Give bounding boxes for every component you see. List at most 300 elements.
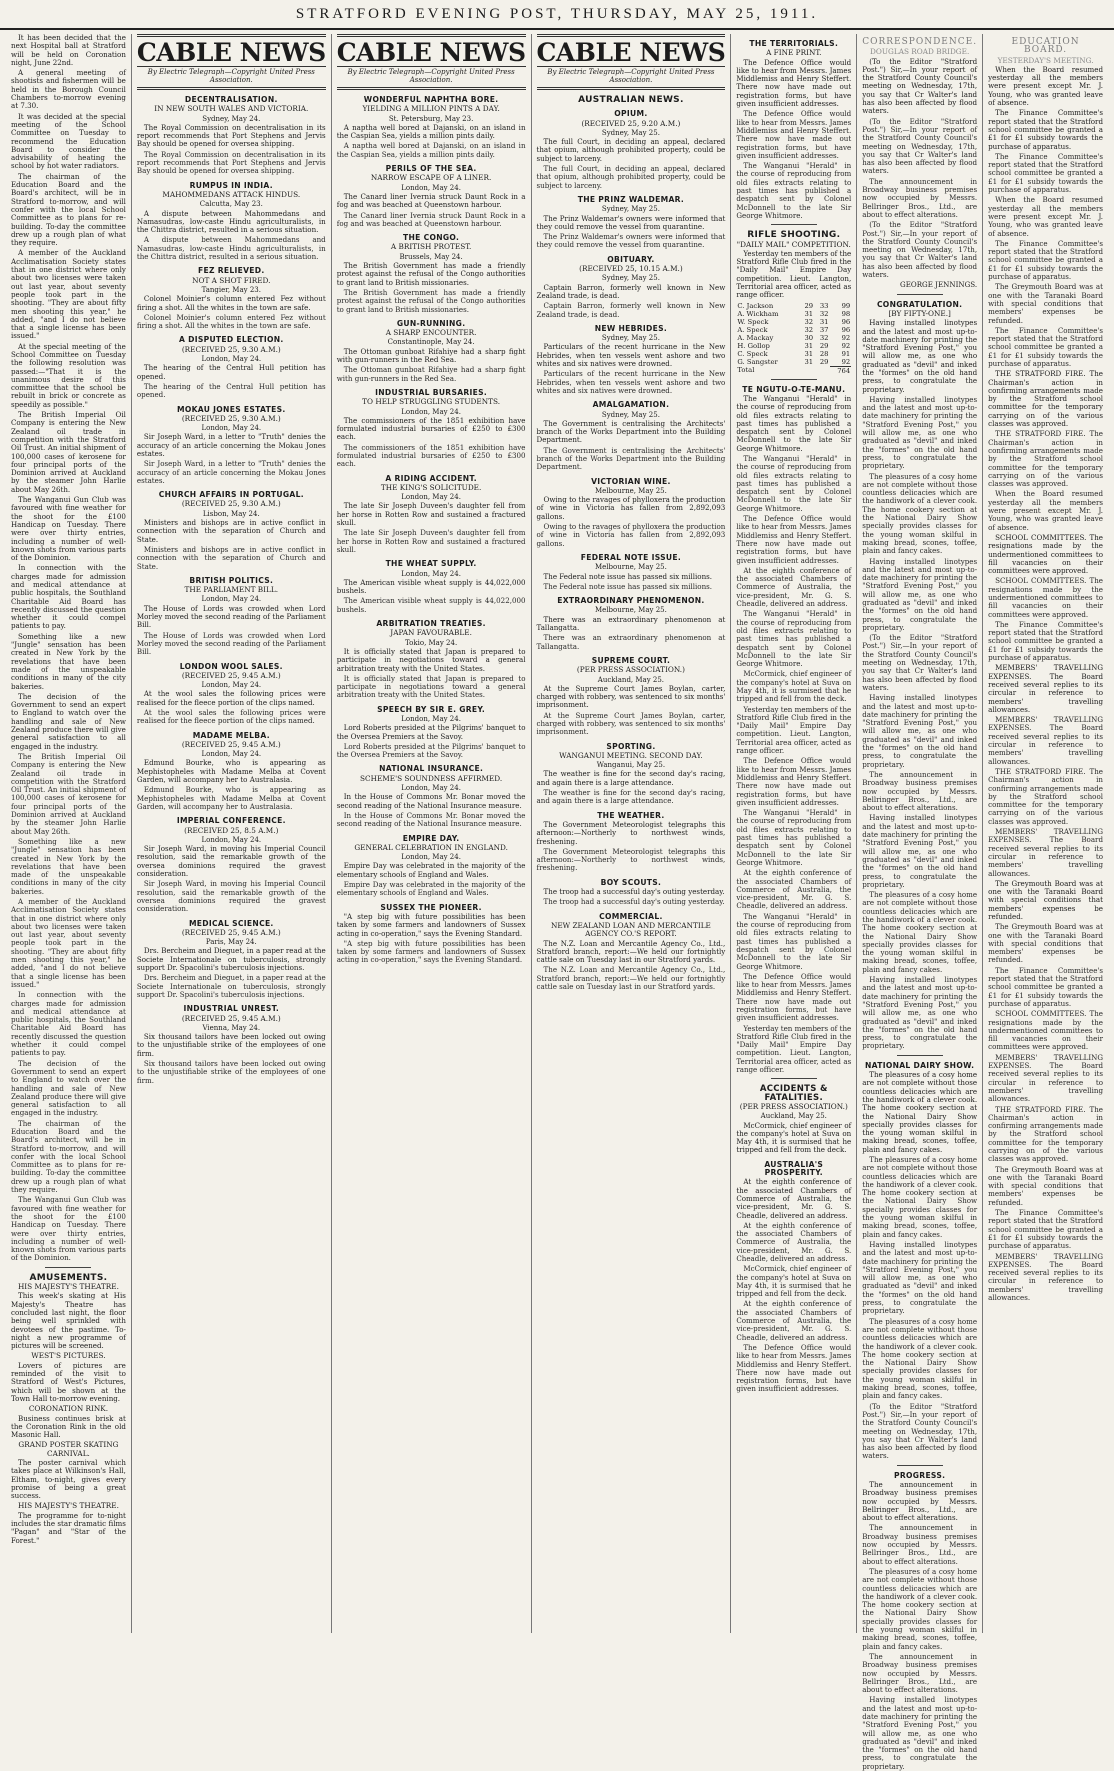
score-cell: A. Mackay — [737, 333, 774, 342]
story-body-filler: The late Sir Joseph Duveen's daughter fell from her horse in Rotten Row and sustained a fractured skull. — [336, 528, 526, 554]
story-heading: IMPERIAL CONFERENCE. — [176, 816, 286, 826]
story-heading: BRITISH POLITICS. — [189, 575, 274, 585]
story-body-filler: Edmund Bourke, who is appearing as Mephistopheles with Madame Melba at Covent Garden, will accompany her to Australasia. — [136, 785, 326, 811]
story-body: Particulars of the recent hurricane in the New Hebrides, when ten vessels went ashore and two whites and six natives were drowned. — [536, 342, 726, 369]
column-6 — [856, 34, 982, 1771]
story-body-filler: The announcement in Broadway business premises now occupied by Messrs. Bellringer Bros., Ltd., are about to effect alterations. — [862, 1651, 978, 1695]
story-heading: MADAME MELBA. — [192, 730, 270, 740]
story-body: The weather is fine for the second day's racing, and again there is a large attendance. — [536, 769, 726, 787]
story-body-filler: (To the Editor "Stratford Post.") Sir,—In your report of the Stratford County Council's meeting on Wednesday, 17th, you say that Cr Walter's land has also been affected by flood waters. — [862, 220, 978, 280]
story-heading: COMMERCIAL. — [599, 911, 663, 921]
column-7 — [982, 34, 1108, 1633]
score-row — [736, 310, 851, 318]
story-heading: THE WEATHER. — [597, 810, 665, 820]
story-body: "A step big with future possibilities has been taken by some farmers and landowners of Sussex acting in co-operation," says the Evening Standard. — [336, 911, 526, 938]
story-body-filler: The announcement in Broadway business premises now occupied by Messrs. Bellringer Bros., Ltd., are about to effect alterations. — [862, 1523, 978, 1566]
story-body-filler: Sir Joseph Ward, in moving his Imperial Council resolution, said the remarkable growth of the oversea dominions required the gravest consideration. — [136, 879, 326, 914]
story-subheading: JAPAN FAVOURABLE. — [390, 628, 472, 638]
score-cell: 96 — [841, 317, 851, 326]
story-body-filler: At the eighth conference of the associated Chambers of Commerce of Australia, the vice-president, Mr. G. S. Cheadle, delivered an address. — [736, 1299, 852, 1342]
score-row — [736, 326, 851, 334]
total-value: 764 — [830, 366, 852, 375]
story-body: The programme for to-night includes the star dramatic films "Pagan" and "Star of the Forest." — [11, 1510, 126, 1545]
score-cell: A. Speck — [737, 325, 768, 334]
story-heading: A DISPUTED ELECTION. — [178, 335, 284, 345]
story-body-filler: The full Court, in deciding an appeal, declared that opium, although prohibited property, could be subject to larceny. — [536, 164, 726, 190]
news-paragraph-filler: The Wanganui Gun Club was favoured with fine weather for the shoot for the £100 Handicap on Tuesday. There were over thirty entries, including a number of well-known shots from various parts of the Dominion. — [11, 1195, 126, 1263]
newspaper-masthead — [0, 0, 1114, 30]
story-body-filler: The Finance Committee's report stated that the Stratford school committee be granted a £1 for £1 subsidy towards the purchase of apparatus. — [988, 325, 1103, 368]
story-body: The announcement in Broadway business premises now occupied by Messrs. Bellringer Bros., Ltd., are about to effect alterations. — [862, 1479, 978, 1523]
story-heading: CHURCH AFFAIRS IN PORTUGAL. — [158, 490, 304, 500]
story-body: (To the Editor "Stratford Post.") Sir,—In your report of the Stratford County Council's meeting on Wednesday, 17th, you say that Cr Walter's land has also been affected by flood waters. — [862, 56, 978, 116]
story-body-filler: McCormick, chief engineer of the company's hotel at Suva on May 4th, it is surmised that he tripped and fell from the deck. — [736, 1264, 852, 1299]
story-subheading: NARROW ESCAPE OF A LINER. — [370, 173, 492, 183]
story-body: The commissioners of the 1851 exhibition have formulated industrial bursaries of £250 to £300 each. — [336, 415, 526, 442]
story-subheading: (RECEIVED 25, 9.45 A.M.) — [181, 739, 281, 749]
story-body: Owing to the ravages of phylloxera the production of wine in Victoria has fallen from 2,892,093 gallons. — [536, 495, 726, 521]
story-subheading: GENERAL CELEBRATION IN ENGLAND. — [354, 842, 508, 852]
story-heading: TE NGUTU-O-TE-MANU. — [742, 384, 846, 394]
score-cell: 32 — [819, 309, 829, 318]
story-heading: THE CONGO. — [403, 233, 460, 243]
section-heading-amusements: AMUSEMENTS. — [29, 1272, 108, 1283]
score-cell: 33 — [819, 301, 829, 310]
story-body-filler: Six thousand tailors have been locked out owing to the unjustifiable strike of the employees of one firm. — [136, 1058, 326, 1085]
column-3 — [331, 34, 531, 1633]
dateline: Brussels, May 24. — [399, 252, 463, 261]
news-paragraph-filler: The decision of the Government to send an expert to England to watch over the handling and sale of New Zealand produce there will give general satisfaction to all engaged in the industry. — [11, 1058, 126, 1118]
section-heading-australian-news: AUSTRALIAN NEWS. — [578, 95, 684, 105]
story-heading: CORRESPONDENCE. — [862, 37, 978, 47]
story-body: The poster carnival which takes place at Wilkinson's Hall, Eltham, to-night, gives every promise of being a great success. — [11, 1457, 126, 1501]
story-body-filler: The Finance Committee's report stated that the Stratford school committee be granted a £1 for £1 subsidy towards the purchase of apparatus. — [988, 965, 1103, 1008]
story-subheading: [BY FIFTY-ONE.] — [888, 308, 951, 318]
story-body-filler: The British Government has made a friendly protest against the refusal of the Congo authorities to grant land to British missionaries. — [336, 287, 526, 314]
story-body-filler: In the House of Commons Mr. Bonar moved the second reading of the National Insurance measure. — [336, 810, 526, 829]
story-list — [337, 96, 526, 965]
cable-news-banner: CABLE NEWS — [137, 34, 326, 67]
story-body-filler: The Greymouth Board was at one with the Taranaki Board with special conditions that members' expenses be refunded. — [988, 1164, 1103, 1207]
story-body: SCHOOL COMMITTEES. The resignations made by the undermentioned committees to fill vacancies on their committees were approved. — [988, 532, 1103, 576]
story-body: The Ottoman gunboat Rifahiye had a sharp fight with gun-runners in the Red Sea. — [336, 346, 526, 365]
story-body: The Defence Office would like to hear from Messrs. James Middlemiss and Henry Steffert. There now have made out registration forms, but have given insufficient addresses. — [736, 57, 852, 109]
story-body-filler: Having installed linotypes and the latest and most up-to-date machinery for printing the "Stratford Evening Post," you will allow me, as one who graduated as "devil" and inked the "formes" on the old hand press, to congratulate the proprietary. — [862, 693, 978, 769]
story-body-filler: Having installed linotypes and the latest and most up-to-date machinery for printing the "Stratford Evening Post," you will allow me, as one who graduated as "devil" and inked the "formes" on the old hand press, to congratulate the proprietary. — [862, 556, 978, 632]
story-body: The Royal Commission on decentralisation in its report recommends that Port Stephens and Jervis Bay should be opened for oversea shipping. — [136, 122, 326, 149]
story-subheading: THE PARLIAMENT BILL. — [184, 585, 279, 595]
story-body-filler: The pleasures of a cosy home are not complete without those countless delicacies which are the handiwork of a clever cook. The home cookery section at the National Dairy Show specially provides classes for the young woman skilful in making bread, scones, toffee, plain and fancy cakes. — [862, 1566, 978, 1651]
dateline: Paris, May 24. — [205, 938, 257, 947]
story-body-filler: Sir Joseph Ward, in a letter to "Truth" denies the accuracy of an article concerning the Mokau Jones estates. — [136, 459, 326, 485]
story-heading: INDUSTRIAL BURSARIES. — [375, 387, 488, 397]
story-body: Captain Barron, formerly well known in New Zealand trade, is dead. — [536, 282, 726, 300]
story-body: The House of Lords was crowded when Lord Morley moved the second reading of the Parliament Bill. — [136, 603, 326, 630]
story-heading: CORONATION RINK. — [28, 1404, 109, 1414]
story-heading: EMPIRE DAY. — [402, 833, 460, 843]
story-body-filler: "A step big with future possibilities has been taken by some farmers and landowners of Sussex acting in co-operation," says the Evening Standard. — [336, 938, 526, 965]
story-body-filler: THE STRATFORD FIRE. The Chairman's action in confirming arrangements made by the Stratford school committee for the temporary carrying on of the various classes was approved. — [988, 1104, 1103, 1164]
story-body-filler: THE STRATFORD FIRE. The Chairman's action in confirming arrangements made by the Stratford school committee for the temporary carrying on of the various classes was approved. — [988, 429, 1103, 489]
divider-rule — [45, 1267, 91, 1268]
dateline: Sydney, May 25. — [601, 410, 660, 419]
story-body-filler: (To the Editor "Stratford Post.") Sir,—In your report of the Stratford County Council's meeting on Wednesday, 17th, you say that Cr Walter's land has also been affected by flood waters. — [862, 116, 978, 176]
story-heading: AUSTRALIA'S PROSPERITY. — [764, 1159, 824, 1178]
story-body-filler: The Greymouth Board was at one with the Taranaki Board with special conditions that members' expenses be refunded. — [988, 282, 1103, 325]
story-body: The Greymouth Board was at one with the Taranaki Board with special conditions that members' expenses be refunded. — [988, 878, 1103, 921]
columns-container — [0, 30, 1114, 1771]
story-body-filler: Owing to the ravages of phylloxera the production of wine in Victoria has fallen from 2,892,093 gallons. — [536, 522, 726, 548]
news-paragraph: It has been decided that the next Hospital ball at Stratford will be held on Coronation night, June 22nd. — [11, 33, 126, 67]
score-row — [736, 358, 851, 367]
story-body: The Finance Committee's report stated that the Stratford school committee be granted a £1 for £1 subsidy towards the purchase of apparatus. — [988, 108, 1103, 151]
news-paragraph: In connection with the charges made for admission and medical attendance at public hospitals, the Southland Charitable Aid Board has recently discussed the question whether it could compel patients to pay. — [11, 563, 126, 631]
story-body-filler: Drs. Bercheim and Dieguet, in a paper read at the Societe Internationale on tuberculosis, strongly support Dr. Spacolini's tuberculosis injections. — [136, 973, 326, 999]
story-subheading: (RECEIVED 25, 9.45 A.M.) — [181, 927, 281, 937]
story-body-filler: SCHOOL COMMITTEES. The resignations made by the undermentioned committees to fill vacancies on their committees were approved. — [988, 576, 1103, 619]
story-heading: OBITUARY. — [607, 254, 655, 264]
story-body: The Government Meteorologist telegraphs this afternoon:—Northerly to northwest winds, freshening. — [536, 819, 726, 846]
story-body-filler: The Defence Office would like to hear from Messrs. James Middlemiss and Henry Steffert. There now have made out registration forms, but have given insufficient addresses. — [736, 971, 852, 1023]
story-heading: FEDERAL NOTE ISSUE. — [580, 552, 682, 562]
story-body-filler: The pleasures of a cosy home are not complete without those countless delicacies which are the handiwork of a clever cook. The home cookery section at the National Dairy Show specially provides classes for the young woman skilful in making bread, scones, toffee, plain and fancy cakes. — [862, 1316, 978, 1401]
story-heading: ACCIDENTS & FATALITIES. — [759, 1084, 828, 1103]
story-body-filler: The Federal note issue has passed six millions. — [543, 581, 713, 591]
dateline: London, May 24. — [401, 183, 461, 192]
story-heading: HIS MAJESTY'S THEATRE. — [17, 1282, 119, 1292]
story-body: Lord Roberts presided at the Pilgrims' banquet to the Oversea Premiers at the Savoy. — [336, 723, 526, 741]
story-body: The Government is centralising the Architects' branch of the Works Department into the Building Department. — [536, 418, 726, 445]
story-body-filler: The troop had a successful day's outing yesterday. — [543, 897, 725, 907]
byline: By Electric Telegraph—Copyright United Press Association. — [537, 68, 726, 90]
score-row — [736, 302, 851, 310]
story-list — [537, 110, 726, 991]
story-body-filler: Having installed linotypes and the latest and most up-to-date machinery for printing the "Stratford Evening Post," you will allow me, as one who graduated as "devil" and inked the "formes" on the old hand press, to congratulate the proprietary. — [862, 1239, 978, 1316]
story-heading: GRAND POSTER SKATING CARNIVAL. — [18, 1440, 119, 1458]
story-body: Ministers and bishops are in active conflict in connection with the separation of Church and State. — [136, 518, 326, 544]
story-body: Yesterday ten members of the Stratford Rifle Club fired in the "Daily Mail" Empire Day competition. Lieut. Langton, Territorial area officer, acted as range officer. — [736, 248, 852, 300]
story-heading: RIFLE SHOOTING. — [747, 230, 841, 241]
story-body-filler: There was an extraordinary phenomenon at Tallangatta. — [536, 633, 726, 651]
dateline: London, May 24. — [201, 595, 262, 604]
story-body: The hearing of the Central Hull petition has opened. — [136, 363, 326, 381]
story-body-filler: The Defence Office would like to hear from Messrs. James Middlemiss and Henry Steffert. There now have made out registration forms, but have given insufficient addresses. — [736, 1342, 852, 1394]
news-paragraph-filler: Something like a new "Jungle" sensation has been created in New York by the revelations that have been made of the unspeakable conditions in many of the city bakeries. — [11, 836, 126, 896]
story-body-filler: McCormick, chief engineer of the company's hotel at Suva on May 4th, it is surmised that he tripped and fell from the deck. — [736, 669, 852, 704]
story-body: Drs. Bercheim and Dieguet, in a paper read at the Societe Internationale on tuberculosis, strongly support Dr. Spacolini's tuberculosis injections. — [136, 946, 326, 973]
story-heading: RUMPUS IN INDIA. — [189, 180, 273, 190]
story-body: Lovers of pictures are reminded of the visit to Stratford of West's Pictures, which will be shown at the Town Hall to-morrow evening. — [11, 1360, 126, 1403]
column-1 — [6, 34, 131, 1633]
story-body: There was an extraordinary phenomenon at Tallangatta. — [536, 614, 726, 633]
story-body-filler: The Defence Office would like to hear from Messrs. James Middlemiss and Henry Steffert. There now have made out registration forms, but have given insufficient addresses. — [736, 756, 852, 807]
story-body-filler: The Canard liner Ivernia struck Daunt Rock in a fog and was beached at Queenstown harbour. — [336, 210, 526, 228]
story-heading: DECENTRALISATION. — [184, 95, 278, 104]
dateline: Melbourne, May 25. — [594, 606, 667, 615]
story-body-filler: MEMBERS' TRAVELLING EXPENSES. The Board received several replies to its circular in reference to members' travelling allowances. — [988, 715, 1103, 766]
story-body-filler: The Defence Office would like to hear from Messrs. James Middlemiss and Henry Steffert. There now have made out registration forms, but have given insufficient addresses. — [736, 109, 852, 160]
score-row — [736, 318, 851, 326]
score-cell: 30 — [804, 333, 814, 342]
dateline: Tokio, May 24. — [405, 638, 458, 647]
story-heading: ARBITRATION TREATIES. — [376, 619, 486, 629]
story-body: The Wanganui "Herald" in the course of reproducing from old files extracts relating to past times has published a despatch sent by Colonel McDonnell to the late Sir George Whitmore. — [736, 393, 852, 453]
story-subheading: (RECEIVED 25, 9.20 A.M.) — [581, 118, 681, 128]
story-body-filler: The weather is fine for the second day's racing, and again there is a large attendance. — [536, 788, 726, 806]
score-cell: 92 — [841, 341, 851, 350]
story-list — [137, 96, 326, 1085]
story-heading: BOY SCOUTS. — [600, 877, 662, 887]
story-body-filler: Colonel Moinier's column entered Fez without firing a shot. All the whites in the town are safe. — [136, 312, 326, 331]
score-cell: C. Jackson — [737, 301, 774, 310]
news-paragraph: Something like a new "Jungle" sensation has been created in New York by the revelations that have been made of the unspeakable conditions in many of the city bakeries. — [11, 631, 126, 691]
story-subheading: A BRITISH PROTEST. — [390, 242, 472, 252]
story-body: At the wool sales the following prices were realised for the fleece portion of the clips named. — [136, 689, 326, 707]
dateline: Auckland, May 25. — [597, 675, 665, 684]
story-subheading: "DAILY MAIL" COMPETITION. — [736, 239, 851, 249]
story-body-filler: MEMBERS' TRAVELLING EXPENSES. The Board received several replies to its circular in reference to members' travelling allowances. — [988, 1251, 1103, 1303]
story-body: In the House of Commons Mr. Bonar moved the second reading of the National Insurance measure. — [336, 792, 526, 810]
story-body: When the Board resumed yesterday all the members were present except Mr. J. Young, who was granted leave of absence. — [988, 64, 1103, 108]
dateline: Vienna, May 24. — [202, 1023, 261, 1032]
score-cell: 31 — [804, 357, 814, 366]
byline: By Electric Telegraph—Copyright United Press Association. — [137, 68, 326, 90]
story-body: Edmund Bourke, who is appearing as Mephistopheles with Madame Melba at Covent Garden, will accompany her to Australasia. — [136, 758, 326, 785]
story-heading: A RIDING ACCIDENT. — [385, 473, 477, 483]
story-body-filler: The announcement in Broadway business premises now occupied by Messrs. Bellringer Bros., Ltd., are about to effect alterations. — [862, 769, 978, 813]
story-body-filler: Yesterday ten members of the Stratford Rifle Club fired in the "Daily Mail" Empire Day competition. Lieut. Langton, Territorial area officer, acted as range officer. — [736, 704, 852, 756]
story-body: MEMBERS' TRAVELLING EXPENSES. The Board received several replies to its circular in reference to members' travelling allowances. — [988, 663, 1103, 714]
story-subheading: TO HELP STRUGGLING STUDENTS. — [362, 397, 501, 407]
story-body-filler: At the eighth conference of the associated Chambers of Commerce of Australia, the vice-president, Mr. G. S. Cheadle, delivered an address. — [736, 868, 852, 911]
story-body-filler: Having installed linotypes and the latest and most up-to-date machinery for printing the "Stratford Evening Post," you will allow me, as one who graduated as "devil" and inked the "formes" on the old hand press, to congratulate the proprietary. — [862, 813, 978, 889]
story-subheading: IN NEW SOUTH WALES AND VICTORIA. — [154, 104, 309, 114]
story-body-filler: The House of Lords was crowded when Lord Morley moved the second reading of the Parliament Bill. — [136, 630, 326, 657]
story-heading: SUPREME COURT. — [591, 655, 671, 665]
story-body-filler: The Wanganui "Herald" in the course of reproducing from old files extracts relating to past times has published a despatch sent by Colonel McDonnell to the late Sir George Whitmore. — [736, 161, 852, 220]
story-heading: MEDICAL SCIENCE. — [188, 918, 274, 928]
story-subheading: (PER PRESS ASSOCIATION.) — [576, 665, 685, 675]
story-subheading: SCHEME'S SOUNDNESS AFFIRMED. — [360, 773, 503, 783]
divider-rule — [897, 1055, 943, 1056]
story-heading: THE TERRITORIALS. — [749, 39, 839, 48]
story-subheading: (RECEIVED 25, 9.45 A.M.) — [181, 1013, 281, 1023]
story-body: At the Supreme Court James Boylan, carter, charged with robbery, was sentenced to six months' imprisonment. — [536, 683, 726, 710]
story-heading: PROGRESS. — [894, 1470, 946, 1480]
dateline: London, May 24. — [401, 569, 461, 578]
story-body-filler: The Finance Committee's report stated that the Stratford school committee be granted a £1 for £1 subsidy towards the purchase of apparatus. — [988, 151, 1103, 195]
dateline: Sydney, May 24. — [202, 114, 261, 123]
story-body: Business continues brisk at the Coronation Rink in the old Masonic Hall. — [11, 1413, 126, 1440]
score-cell: 29 — [804, 301, 814, 310]
story-body: The late Sir Joseph Duveen's daughter fell from her horse in Rotten Row and sustained a fractured skull. — [336, 501, 526, 528]
story-body-filler: It is officially stated that Japan is prepared to participate in negotiations toward a general arbitration treaty with the United States. — [336, 673, 526, 700]
story-heading: FEZ RELIEVED. — [198, 266, 265, 276]
story-subheading: DOUGLAS ROAD BRIDGE. — [870, 47, 970, 57]
divider-rule — [771, 224, 817, 225]
story-body-filler: Having installed linotypes and the latest and most up-to-date machinery for printing the "Stratford Evening Post," you will allow me, as one who graduated as "devil" and inked the "formes" on the old hand press, to congratulate the proprietary. — [862, 975, 978, 1051]
story-body-filler: The Royal Commission on decentralisation in its report recommends that Port Stephens and Jervis Bay should be opened for oversea shipping. — [136, 149, 326, 176]
story-body-filler: The Wanganui "Herald" in the course of reproducing from old files extracts relating to past times has published a despatch sent by Colonel McDonnell to the late Sir George Whitmore. — [736, 609, 852, 669]
story-body: At the eighth conference of the associated Chambers of Commerce of Australia, the vice-president, Mr. G. S. Cheadle, delivered an address. — [736, 1177, 852, 1220]
score-cell: C. Speck — [737, 349, 768, 358]
story-body-filler: When the Board resumed yesterday all the members were present except Mr. J. Young, who was granted leave of absence. — [988, 195, 1103, 238]
score-cell: 99 — [841, 301, 851, 310]
story-body-filler: The Wanganui "Herald" in the course of reproducing from old files extracts relating to past times has published a despatch sent by Colonel McDonnell to the late Sir George Whitmore. — [736, 911, 852, 971]
news-paragraph: The decision of the Government to send an expert to England to watch over the handling and sale of New Zealand produce there will give general satisfaction to all engaged in the industry. — [11, 691, 126, 751]
story-heading: SPEECH BY SIR E. GREY. — [377, 704, 486, 714]
story-body: The N.Z. Loan and Mercantile Agency Co., Ltd., Stratford branch, report:—We held our fortnightly cattle sale on Tuesday last in our Stratford yards. — [536, 938, 726, 965]
score-cell: 31 — [804, 349, 814, 358]
story-heading: EXTRAORDINARY PHENOMENON. — [557, 596, 705, 606]
story-body-filler: The Ottoman gunboat Rifahiye had a sharp fight with gun-runners in the Red Sea. — [336, 365, 526, 383]
cable-news-banner: CABLE NEWS — [537, 34, 726, 67]
story-subheading: (RECEIVED 25, 9.30 A.M.) — [181, 499, 281, 509]
story-body: Colonel Moinier's column entered Fez without firing a shot. All the whites in the town are safe. — [136, 294, 326, 312]
cable-news-banner: CABLE NEWS — [337, 34, 526, 67]
story-body-filler: MEMBERS' TRAVELLING EXPENSES. The Board received several replies to its circular in reference to members' travelling allowances. — [988, 827, 1103, 878]
story-body-filler: SCHOOL COMMITTEES. The resignations made by the undermentioned committees to fill vacancies on their committees were approved. — [988, 1009, 1103, 1052]
dateline: Sydney, May 25. — [601, 334, 660, 343]
story-subheading: (PER PRESS ASSOCIATION.) — [739, 1101, 848, 1111]
score-cell: G. Sangster — [737, 357, 778, 366]
story-body-filler: The Greymouth Board was at one with the Taranaki Board with special conditions that members' expenses be refunded. — [988, 922, 1103, 965]
dateline: Auckland, May 25. — [760, 1112, 827, 1121]
letter-signature: GEORGE JENNINGS. — [900, 280, 978, 290]
dateline: Sydney, May 25. — [601, 128, 660, 137]
news-paragraph-filler: The British Imperial Oil Company is entering the New Zealand oil trade in competition with the Stratford Oil Trust. An initial shipment of 100,000 cases of kerosene for four principal ports of the Dominion arrived at Auckland by the steamer John Harlie about May 26th. — [11, 751, 126, 836]
story-body: Having installed linotypes and the latest and most up-to-date machinery for printing the "Stratford Evening Post," you will allow me, as one who graduated as "devil" and inked the "formes" on the old hand press, to congratulate the proprietary. — [862, 318, 978, 394]
divider-rule — [897, 294, 943, 295]
story-subheading: YIELDING A MILLION PINTS A DAY. — [362, 104, 500, 114]
story-heading: PERILS OF THE SEA. — [385, 164, 477, 174]
score-cell: 31 — [819, 317, 829, 326]
story-subheading: A SHARP ENCOUNTER. — [385, 328, 477, 338]
dateline: London, May 24. — [401, 715, 461, 723]
story-body-filler: The Finance Committee's report stated that the Stratford school committee be granted a £1 for £1 subsidy towards the purchase of apparatus. — [988, 238, 1103, 282]
score-cell: 98 — [841, 309, 851, 318]
story-body-filler: The hearing of the Central Hull petition has opened. — [136, 381, 326, 400]
story-heading: WONDERFUL NAPHTHA BORE. — [363, 95, 499, 104]
story-heading: WEST'S PICTURES. — [31, 1351, 106, 1361]
story-body-filler: (To the Editor "Stratford Post.") Sir,—In your report of the Stratford County Council's meeting on Wednesday, 17th, you say that Cr Walter's land has also been affected by flood waters. — [862, 633, 978, 692]
dateline: Sydney, May 25. — [601, 274, 660, 283]
story-subheading: THE KING'S SOLICITUDE. — [380, 482, 482, 492]
story-body: The Federal note issue has passed six millions. — [543, 571, 713, 581]
dateline: Melbourne, May 25. — [594, 486, 667, 495]
story-body-filler: The Prinz Waldemar's owners were informed that they could remove the vessel from quarantine. — [536, 232, 726, 250]
dateline: Constantinople, May 24. — [387, 338, 475, 347]
story-subheading: (RECEIVED 25, 8.5 A.M.) — [184, 825, 279, 835]
score-row — [736, 342, 851, 350]
dateline: Lisbon, May 24. — [202, 509, 260, 518]
story-body-filler: Lord Roberts presided at the Pilgrims' banquet to the Oversea Premiers at the Savoy. — [336, 741, 526, 760]
story-subheading: NOT A SHOT FIRED. — [192, 275, 271, 285]
news-paragraph-filler: The chairman of the Education Board and the Board's architect, will be in Stratford to-morrow, and will confer with the local School Committee as to plans for re-building. To-day the committee drew up a rough plan of what they require. — [11, 1118, 126, 1195]
story-body-filler: Particulars of the recent hurricane in the New Hebrides, when ten vessels went ashore and two whites and six natives were drowned. — [536, 369, 726, 395]
score-cell: 31 — [804, 341, 814, 350]
story-body-filler: At the eighth conference of the associated Chambers of Commerce of Australia, the vice-president, Mr. G. S. Cheadle, delivered an address. — [736, 565, 852, 609]
score-cell: 29 — [819, 341, 829, 350]
story-body-filler: When the Board resumed yesterday all the members were present except Mr. J. Young, who was granted leave of absence. — [988, 489, 1103, 532]
story-heading: AMALGAMATION. — [592, 400, 670, 410]
column-2 — [131, 34, 331, 1633]
story-body-filler: Ministers and bishops are in active conflict in connection with the separation of Church and State. — [136, 544, 326, 571]
story-body-filler: A dispute between Mahommedans and Namasudras, low-caste Hindu agriculturalists, in the Chittra district, resulted in a serious situation. — [136, 235, 326, 262]
dateline: London, May 24. — [201, 750, 262, 759]
divider-rule — [897, 1465, 943, 1466]
story-body: The pleasures of a cosy home are not complete without those countless delicacies which are the handiwork of a clever cook. The home cookery section at the National Dairy Show specially provides classes for the young woman skilful in making bread, scones, toffee, plain and fancy cakes. — [862, 1070, 978, 1154]
story-body: The British Government has made a friendly protest against the refusal of the Congo authorities to grant land to British missionaries. — [336, 261, 526, 287]
story-subheading: WANGANUI MEETING. SECOND DAY. — [559, 750, 703, 760]
story-heading: INDUSTRIAL UNREST. — [183, 1004, 280, 1014]
story-heading: THE WHEAT SUPPLY. — [385, 559, 477, 569]
score-row — [736, 350, 851, 358]
story-subheading: (RECEIVED 25, 9.30 A.M.) — [181, 413, 281, 423]
story-body: A naptha well bored at Dajanski, on an island in the Caspian Sea, yields a million pints daily. — [336, 122, 526, 141]
story-heading: OPIUM. — [614, 109, 648, 119]
story-heading: LONDON WOOL SALES. — [179, 661, 283, 671]
score-row — [736, 334, 851, 342]
dateline: London, May 24. — [201, 355, 262, 364]
story-body-filler: The pleasures of a cosy home are not complete without those countless delicacies which are the handiwork of a clever cook. The home cookery section at the National Dairy Show specially provides classes for the young woman skilful in making bread, scones, toffee, plain and fancy cakes. — [862, 1155, 978, 1239]
score-cell: 37 — [819, 325, 829, 334]
dateline: Melbourne, May 25. — [594, 563, 667, 572]
dateline: Calcutta, May 23. — [199, 200, 263, 209]
story-subheading: (RECEIVED 25, 10.15 A.M.) — [579, 264, 683, 274]
story-body-filler: Having installed linotypes and the latest and most up-to-date machinery for printing the "Stratford Evening Post," you will allow me, as one who graduated as "devil" and inked the "formes" on the old hand press, to congratulate the proprietary. — [862, 1695, 978, 1771]
score-cell: 32 — [819, 333, 829, 342]
column-4 — [531, 34, 731, 1633]
news-paragraph-filler: A member of the Auckland Acclimatisation Society states that in one district where only about two licenses were taken out last year, about seventy people took part in the shooting. "They are about fifty men shooting this year," he added, "and I do not believe that a single license has been issued." — [11, 896, 126, 989]
story-body-filler: The Wanganui "Herald" in the course of reproducing from old files extracts relating to past times has published a despatch sent by Colonel McDonnell to the late Sir George Whitmore. — [736, 453, 852, 513]
news-paragraph: A member of the Auckland Acclimatisation Society states that in one district where only about two licenses were taken out last year, about seventy people took part in the shooting. "They are about fifty men shooting this year," he added, "and I do not believe that a single license has been issued." — [11, 248, 126, 341]
scores-total-row — [736, 366, 851, 375]
story-body: The American visible wheat supply is 44,022,000 bushels. — [336, 577, 526, 596]
news-paragraph: The chairman of the Education Board and the Board's architect, will be in Stratford to-morrow, and will confer with the local School Committee as to plans for re-building. To-day the committee drew up a rough plan of what they require. — [11, 171, 126, 248]
story-heading: MOKAU JONES ESTATES. — [177, 404, 286, 414]
score-cell: W. Speck — [737, 317, 769, 326]
story-body: A dispute between Mahommedans and Namasudras, low-caste Hindu agriculturalists, in the Chittra district, resulted in a serious situation. — [136, 208, 326, 235]
story-body-filler: Yesterday ten members of the Stratford Rifle Club fired in the "Daily Mail" Empire Day competition. Lieut. Langton, Territorial area officer, acted as range officer. — [736, 1023, 852, 1075]
story-body: Empire Day was celebrated in the majority of the elementary schools of England and Wales. — [336, 861, 526, 879]
story-heading: NATIONAL DAIRY SHOW. — [865, 1060, 975, 1070]
dateline: St. Petersburg, May 23. — [388, 114, 474, 123]
total-label: Total — [737, 366, 755, 375]
dateline: London, May 24. — [401, 784, 461, 793]
news-paragraph: It was decided at the special meeting of the School Committee on Tuesday to recommend the Education Board to consider the advisability of heating the school by hot water radiators. — [11, 111, 126, 171]
dateline: London, May 24. — [201, 835, 262, 844]
news-paragraph: The British Imperial Oil Company is entering the New Zealand oil trade in competition with the Stratford Oil Trust. An initial shipment of 100,000 cases of kerosene for four principal ports of the Dominion arrived at Auckland by the steamer John Harlie about May 26th. — [11, 410, 126, 494]
news-paragraph: A general meeting of shootists and fishermen will be held in the Borough Council Chambers to-morrow evening at 7.30. — [11, 68, 126, 111]
story-body-filler: Having installed linotypes and the latest and most up-to-date machinery for printing the "Stratford Evening Post," you will allow me, as one who graduated as "devil" and inked the "formes" on the old hand press, to congratulate the proprietary. — [862, 394, 978, 471]
story-body-filler: Captain Barron, formerly well known in New Zealand trade, is dead. — [536, 301, 726, 319]
score-cell: 31 — [804, 309, 814, 318]
story-body-filler: The Finance Committee's report stated that the Stratford school committee be granted a £1 for £1 subsidy towards the purchase of apparatus. — [988, 619, 1103, 663]
story-body: Sir Joseph Ward, in moving his Imperial Council resolution, said the remarkable growth of the oversea dominions required the gravest consideration. — [136, 844, 326, 879]
story-body: The full Court, in deciding an appeal, declared that opium, although prohibited property, could be subject to larceny. — [536, 137, 726, 163]
news-paragraph: At the special meeting of the School Committee on Tuesday the following resolution was passed:—"That it is the unanimous desire of this committee that the school be rebuilt in brick or concrete as speedily as possible." — [11, 341, 126, 409]
story-body-filler: (To the Editor "Stratford Post.") Sir,—In your report of the Stratford County Council's meeting on Wednesday, 17th, you say that Cr Walter's land has also been affected by flood waters. — [862, 1401, 978, 1461]
story-heading: EDUCATION BOARD. — [1011, 37, 1080, 56]
score-cell: 92 — [841, 333, 851, 342]
story-body-filler: The announcement in Broadway business premises now occupied by Messrs. Bellringer Bros., Ltd., are about to effect alterations. — [862, 176, 978, 219]
dateline: Tangier, May 23. — [201, 285, 261, 294]
score-cell: 32 — [804, 317, 814, 326]
story-body: The Prinz Waldemar's owners were informed that they could remove the vessel from quarantine. — [536, 213, 726, 231]
story-subheading: YESTERDAY'S MEETING. — [997, 55, 1094, 65]
story-subheading: A FINE PRINT. — [766, 48, 822, 58]
